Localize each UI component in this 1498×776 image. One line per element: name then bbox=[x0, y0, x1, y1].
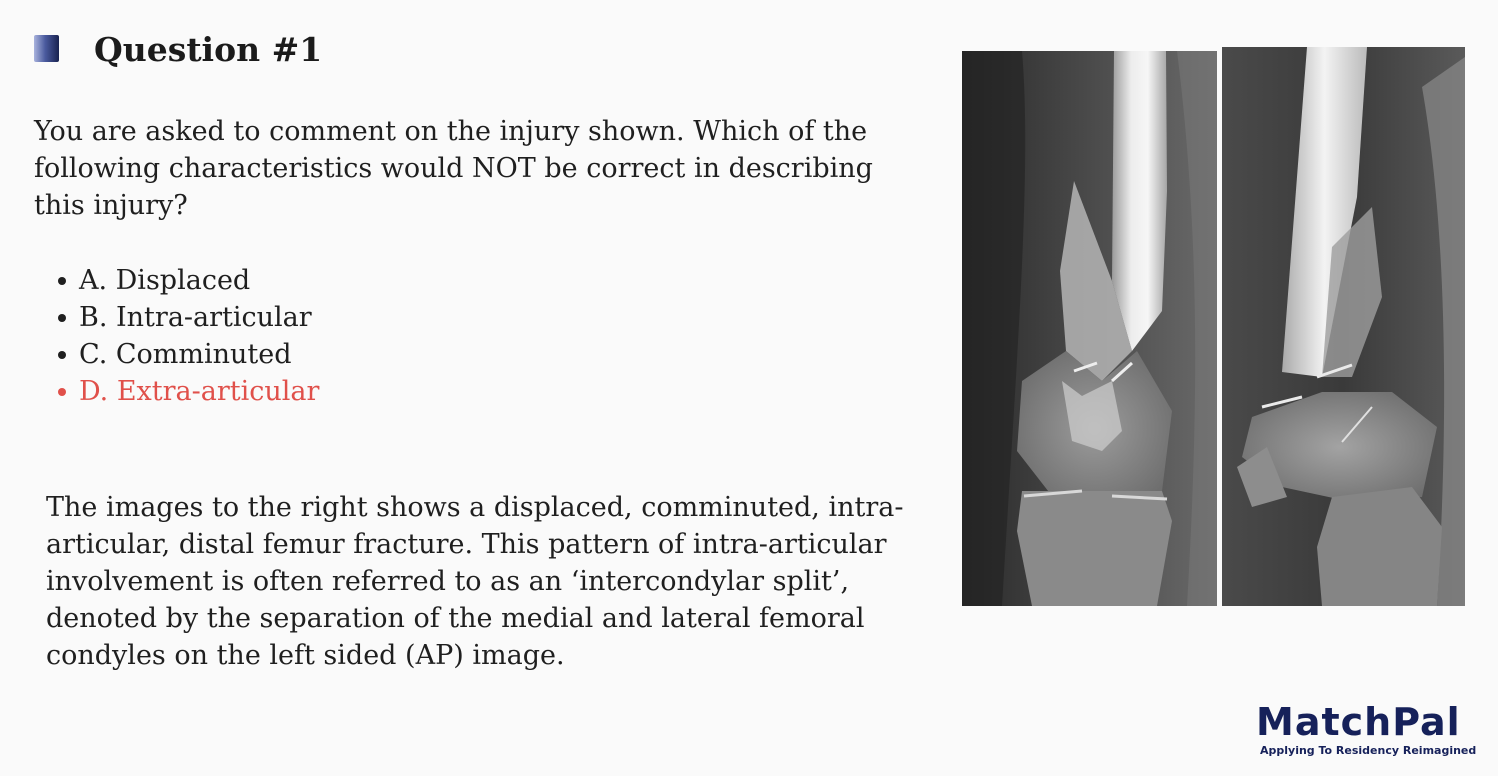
brand-name: MatchPal bbox=[1256, 700, 1461, 744]
xray-ap-view-image bbox=[962, 51, 1217, 606]
question-prompt: You are asked to comment on the injury shown. Which of the following characteristics would NOT be correct in describing this injury? bbox=[34, 116, 873, 221]
option-b: B. Intra-articular bbox=[56, 299, 319, 336]
option-c: C. Comminuted bbox=[56, 336, 319, 373]
option-a: A. Displaced bbox=[56, 262, 319, 299]
page-title: Question #1 bbox=[94, 30, 323, 69]
answer-options-list bbox=[56, 262, 319, 410]
option-d-correct-answer: D. Extra-articular bbox=[56, 373, 319, 410]
brand-tagline: Applying To Residency Reimagined bbox=[1260, 744, 1477, 757]
matchpal-logo bbox=[1256, 700, 1484, 762]
xray-lateral-view-image bbox=[1222, 47, 1465, 606]
title-marker-icon bbox=[34, 35, 59, 62]
answer-explanation: The images to the right shows a displaced, comminuted, intra-articular, distal femur fracture. This pattern of intra-articular involvement is often referred to as an ‘intercondylar split’, denoted by the separation of the medial and lateral femoral condyles on the left sided (AP) image. bbox=[46, 492, 904, 671]
